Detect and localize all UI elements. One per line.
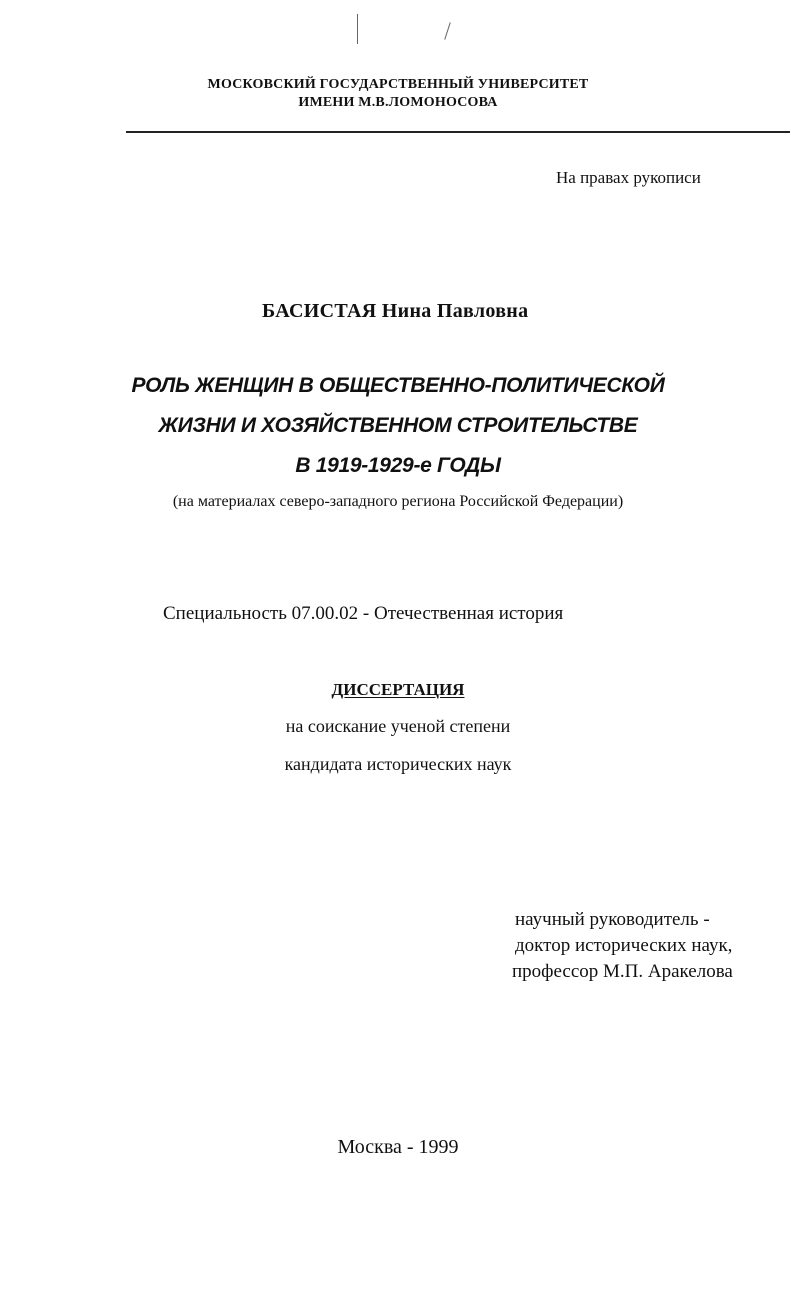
advisor-role: научный руководитель - — [515, 909, 710, 930]
scan-mark-left — [357, 14, 358, 44]
specialty: Специальность 07.00.02 - Отечественная история — [163, 603, 564, 624]
advisor-degree: доктор исторических наук, — [515, 935, 733, 956]
degree-line-1: на соискание ученой степени — [285, 716, 511, 736]
title-line-3: В 1919-1929-е ГОДЫ — [295, 454, 501, 477]
university-subname: ИМЕНИ М.В.ЛОМОНОСОВА — [298, 95, 498, 110]
university-name: МОСКОВСКИЙ ГОСУДАРСТВЕННЫЙ УНИВЕРСИТЕТ — [207, 77, 589, 92]
degree-line-2: кандидата исторических наук — [284, 754, 512, 774]
scan-mark-right — [444, 22, 451, 39]
title-subtitle: (на материалах северо-западного региона Российской Федерации) — [172, 493, 624, 510]
author-name: БАСИСТАЯ Нина Павловна — [262, 300, 529, 322]
dissertation-label: ДИССЕРТАЦИЯ — [331, 680, 465, 699]
advisor-name: профессор М.П. Аракелова — [512, 961, 733, 982]
title-line-1: РОЛЬ ЖЕНЩИН В ОБЩЕСТВЕННО-ПОЛИТИЧЕСКОЙ — [131, 374, 665, 397]
manuscript-note: На правах рукописи — [556, 168, 701, 187]
city-year: Москва - 1999 — [337, 1136, 459, 1158]
title-line-2: ЖИЗНИ И ХОЗЯЙСТВЕННОМ СТРОИТЕЛЬСТВЕ — [158, 414, 638, 437]
header-divider — [126, 131, 790, 133]
